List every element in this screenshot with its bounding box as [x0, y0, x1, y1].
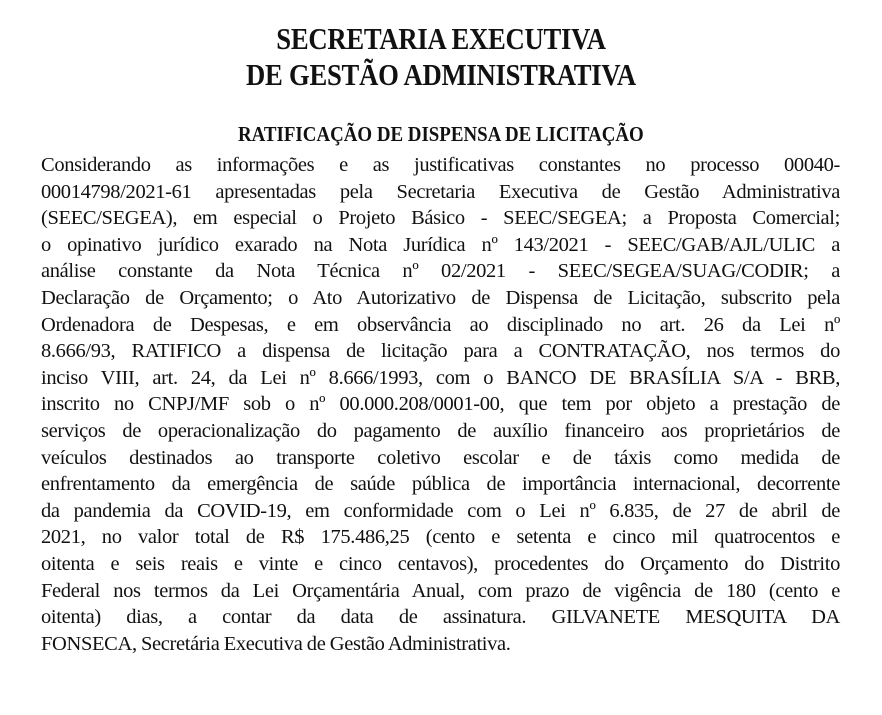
body-line: Ordenadora de Despesas, e em observância ao disciplinado no art. 26 da Lei nº — [41, 313, 840, 336]
body-line-signature: FONSECA, Secretária Executiva de Gestão Administrativa. — [41, 632, 511, 655]
body-line: inciso VIII, art. 24, da Lei nº 8.666/1993, com o BANCO DE BRASÍLIA S/A - BRB, — [41, 366, 840, 389]
body-line: 2021, no valor total de R$ 175.486,25 (cento e setenta e cinco mil quatrocentos e — [41, 526, 840, 549]
body-line: serviços de operacionalização do pagamento de auxílio financeiro aos proprietários de — [41, 419, 840, 442]
body-line: análise constante da Nota Técnica nº 02/2021 - SEEC/SEGEA/SUAG/CODIR; a — [41, 260, 840, 283]
body-line: Declaração de Orçamento; o Ato Autorizativo de Dispensa de Licitação, subscrito pela — [41, 286, 840, 309]
body-line: enfrentamento da emergência de saúde pública de importância internacional, decorrente — [41, 473, 840, 496]
document-subtitle: RATIFICAÇÃO DE DISPENSA DE LICITAÇÃO — [238, 122, 644, 146]
document-title-line-1: SECRETARIA EXECUTIVA — [276, 21, 606, 56]
body-line: inscrito no CNPJ/MF sob o nº 00.000.208/0001-00, que tem por objeto a prestação de — [41, 393, 840, 416]
body-line: 8.666/93, RATIFICO a dispensa de licitação para a CONTRATAÇÃO, nos termos do — [41, 340, 840, 363]
body-line: oitenta) dias, a contar da data de assinatura. GILVANETE MESQUITA DA — [41, 606, 840, 629]
body-line: Federal nos termos da Lei Orçamentária Anual, com prazo de vigência de 180 (cento e — [41, 579, 840, 602]
body-line: veículos destinados ao transporte coletivo escolar e de táxis como medida de — [41, 446, 840, 469]
body-line: oitenta e seis reais e vinte e cinco centavos), procedentes do Orçamento do Distrito — [41, 552, 840, 575]
document-title-line-2: DE GESTÃO ADMINISTRATIVA — [246, 57, 636, 92]
body-line: o opinativo jurídico exarado na Nota Jurídica nº 143/2021 - SEEC/GAB/AJL/ULIC a — [41, 233, 840, 256]
document-body — [41, 152, 840, 657]
body-line: da pandemia da COVID-19, em conformidade com o Lei nº 6.835, de 27 de abril de — [41, 499, 840, 522]
body-line: Considerando as informações e as justificativas constantes no processo 00040- — [41, 154, 840, 176]
body-line: 00014798/2021-61 apresentadas pela Secretaria Executiva de Gestão Administrativa — [41, 180, 840, 203]
body-line: (SEEC/SEGEA), em especial o Projeto Básico - SEEC/SEGEA; a Proposta Comercial; — [41, 207, 840, 230]
